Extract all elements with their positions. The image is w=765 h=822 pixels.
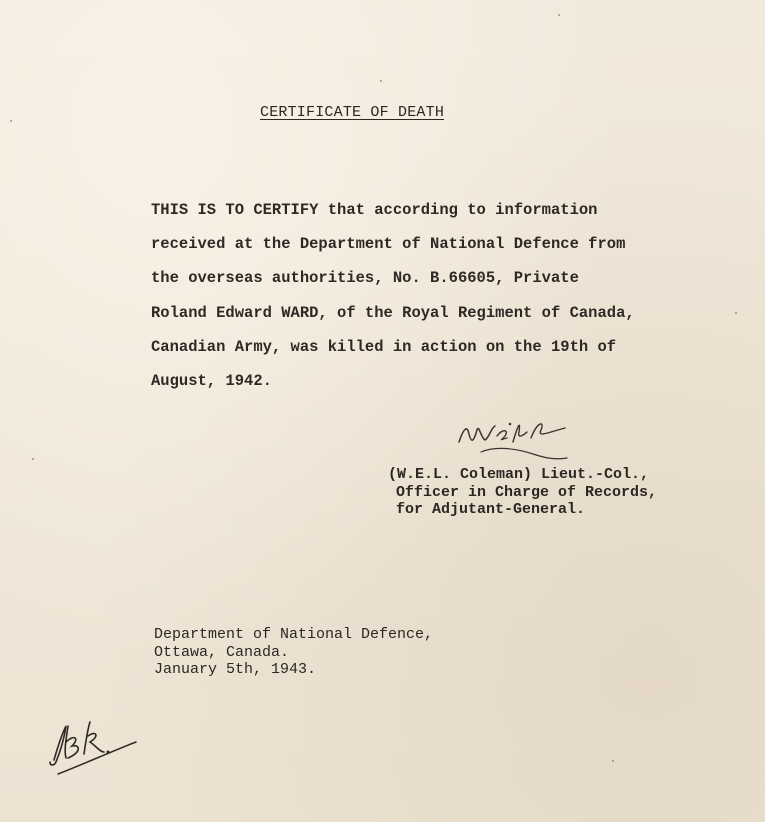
handwritten-initials <box>44 712 144 782</box>
body-line: THIS IS TO CERTIFY that according to information <box>151 201 598 219</box>
certificate-body <box>151 193 711 398</box>
paper-speck <box>380 80 382 82</box>
issuer-line: January 5th, 1943. <box>154 661 317 678</box>
document-title: CERTIFICATE OF DEATH <box>260 104 445 121</box>
issuer-line: Department of National Defence, <box>154 626 434 643</box>
paper-speck <box>558 14 560 16</box>
body-line: August, 1942. <box>151 372 272 391</box>
handwritten-signature <box>455 408 575 468</box>
issuer-block <box>154 626 433 679</box>
signer-line: for Adjutant-General. <box>396 501 586 518</box>
signer-block <box>388 466 657 519</box>
paper-speck <box>32 458 34 460</box>
signer-line: Officer in Charge of Records, <box>396 483 658 501</box>
body-line: Canadian Army, was killed in action on the 19th of <box>151 337 617 356</box>
body-line: the overseas authorities, No. B.66605, Private <box>151 269 579 288</box>
signer-line: (W.E.L. Coleman) Lieut.-Col., <box>388 466 650 483</box>
issuer-line: Ottawa, Canada. <box>154 643 290 661</box>
body-line: received at the Department of National Defence from <box>151 235 626 254</box>
paper-speck <box>735 312 737 314</box>
paper-speck <box>10 120 12 122</box>
body-line: Roland Edward WARD, of the Royal Regiment of Canada, <box>151 303 635 322</box>
paper-speck <box>612 760 614 762</box>
